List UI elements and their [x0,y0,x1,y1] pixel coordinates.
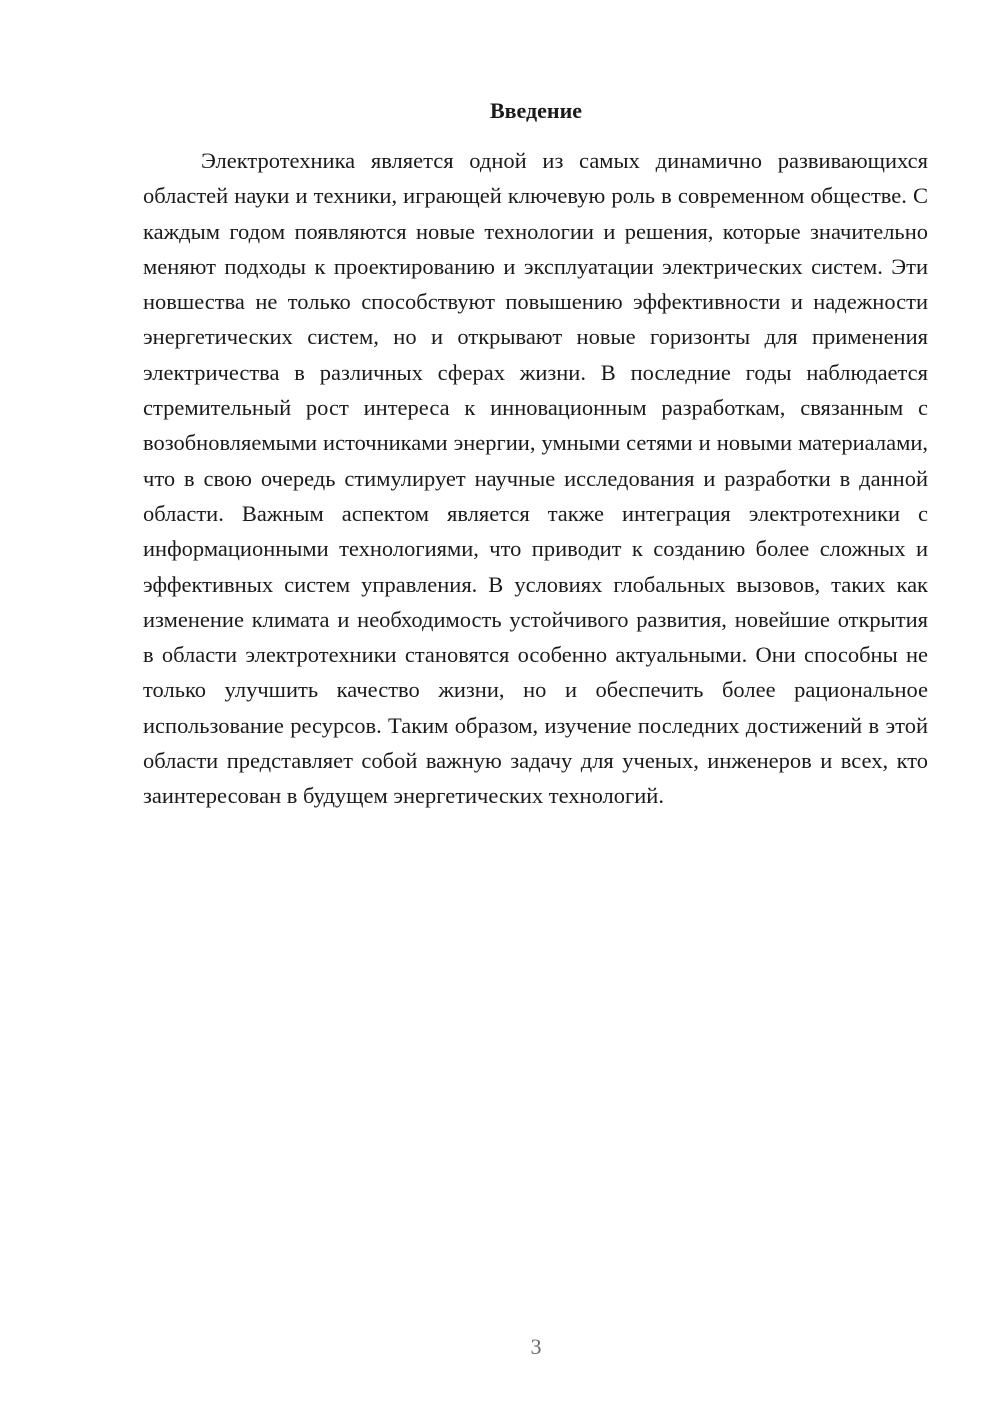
page-number: 3 [530,1334,542,1359]
body-paragraph: Электротехника является одной из самых динамично развивающихся областей науки и техники, играющей ключевую роль в современном обществе. С каждым годом появляются новые технологии и решения, которые значительно меняют подходы к проектированию и эксплуатации электрических систем. Эти новшества не только способствуют повышению эффективности и надежности энергетических систем, но и открывают новые горизонты для применения электричества в различных сферах жизни. В последние годы наблюдается стремительный рост интереса к инновационным разработкам, связанным с возобновляемыми источниками энергии, умными сетями и новыми материалами, что в свою очередь стимулирует научные исследования и разработки в данной области. Важным аспектом является также интеграция электротехники с информационными технологиями, что приводит к созданию более сложных и эффективных систем управления. В условиях глобальных вызовов, таких как изменение климата и необходимость устойчивого развития, новейшие открытия в области электротехники становятся особенно актуальными. Они способны не только улучшить качество жизни, но и обеспечить более рациональное использование ресурсов. Таким образом, изучение последних достижений в этой области представляет собой важную задачу для ученых, инженеров и всех, кто заинтересован в будущем энергетических технологий. [143,148,928,809]
section-heading: Введение [489,98,583,123]
